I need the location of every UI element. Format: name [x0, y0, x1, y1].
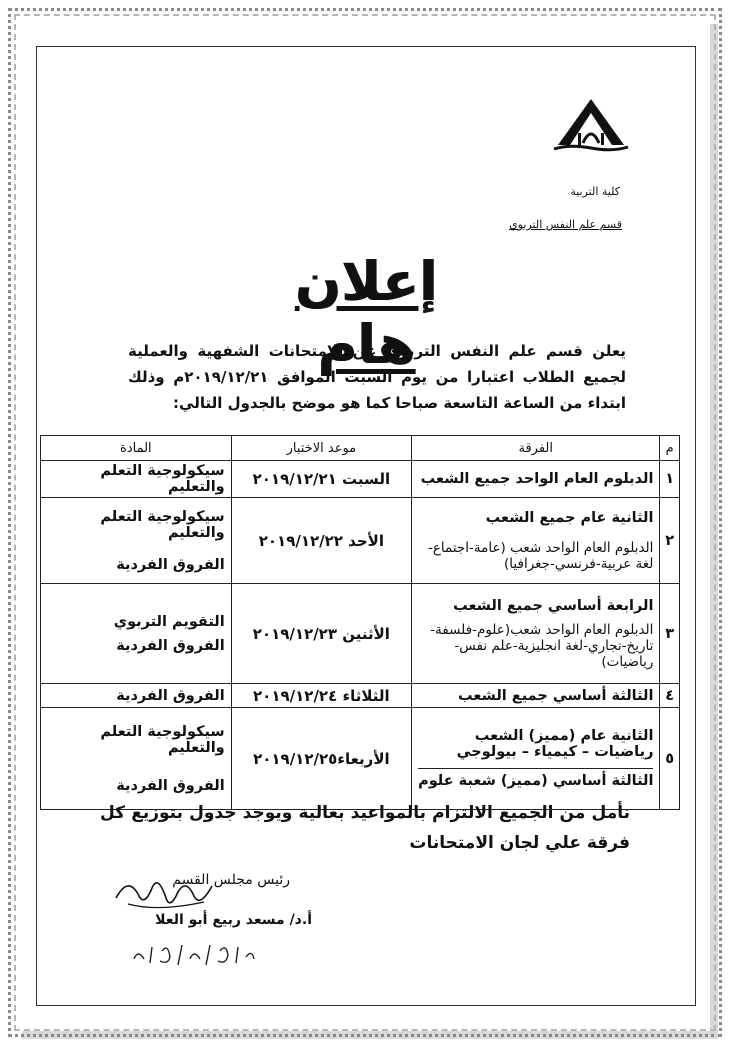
group-text: الرابعة أساسي جميع الشعب: [453, 597, 654, 614]
table-row: [41, 461, 680, 498]
announcement-intro: يعلن قسم علم النفس التربوي عن الامتحانات الشفهية والعملية لجميع الطلاب اعتبارا من يوم السبت الموافق ٢٠١٩/١٢/٢١م وذلك ابتداء من الساعة التاسعة صباحا كما هو موضح بالجدول التالي:: [128, 342, 627, 412]
row-subject: [41, 584, 232, 684]
group-text: الثانية عام (مميز) الشعب رياضيات – كيمياء – بيولوجي: [456, 728, 654, 760]
handwritten-date-icon: [128, 935, 258, 971]
signature-title: رئيس مجلس القسم: [172, 872, 290, 888]
group-text: الثالثة أساسي جميع الشعب: [458, 687, 654, 704]
closing-note: نأمل من الجميع الالتزام بالمواعيد بعالية ويوجد جدول بتوزيع كل فرقة علي لجان الامتحانات: [100, 803, 630, 853]
exam-schedule-table: [40, 435, 680, 810]
signature-name: أ.د/ مسعد ربيع أبو العلا: [155, 912, 312, 928]
row-num: ٥: [660, 708, 680, 810]
row-date: السبت ٢٠١٩/١٢/٢١: [231, 461, 411, 498]
university-logo-icon: [550, 95, 632, 155]
subject-text: سيكولوجية التعلم والتعليم: [100, 723, 225, 756]
subject-text: التقويم التربوي: [113, 613, 225, 630]
faculty-name: كلية التربية: [570, 185, 620, 198]
row-subject: [41, 461, 232, 498]
subject-text: الفروق الفردية: [116, 777, 225, 794]
row-subject: [41, 498, 232, 584]
subject-text: الفروق الفردية: [116, 556, 225, 573]
subject-text: الفروق الفردية: [116, 687, 225, 704]
header-subject: المادة: [41, 436, 232, 461]
subject-text: الفروق الفردية: [116, 637, 225, 654]
subject-text: سيكولوجية التعلم والتعليم: [100, 508, 225, 541]
row-date: الثلاثاء ٢٠١٩/١٢/٢٤: [231, 684, 411, 708]
row-group: [412, 461, 660, 498]
group-text: الثانية عام جميع الشعب: [485, 509, 654, 526]
table-row: [41, 684, 680, 708]
table-row: [41, 498, 680, 584]
header-date: موعد الاختبار: [231, 436, 411, 461]
row-num: ١: [660, 461, 680, 498]
header-num: م: [660, 436, 680, 461]
table-row: [41, 708, 680, 810]
row-group: [412, 684, 660, 708]
header-group: الفرقة: [412, 436, 660, 461]
row-num: ٢: [660, 498, 680, 584]
subject-text: سيكولوجية التعلم والتعليم: [100, 463, 225, 495]
row-subject: [41, 708, 232, 810]
row-group: [412, 584, 660, 684]
row-num: ٣: [660, 584, 680, 684]
announcement-headline: إعلان هام: [294, 250, 438, 376]
group-text: الدبلوم العام الواحد جميع الشعب: [420, 471, 654, 487]
group-text: الدبلوم العام الواحد شعب(علوم-فلسفة-تاريخ-تجاري-لغة انجليزية-علم نفس-رياضيات): [430, 621, 654, 670]
table-header-row: [41, 436, 680, 461]
row-group: [412, 498, 660, 584]
row-date: الأثنين ٢٠١٩/١٢/٢٣: [231, 584, 411, 684]
row-subject: [41, 684, 232, 708]
row-date: الأحد ٢٠١٩/١٢/٢٢: [231, 498, 411, 584]
department-name: قسم علم النفس التربوي: [509, 218, 622, 231]
row-date: الأربعاء٢٠١٩/١٢/٢٥: [231, 708, 411, 810]
group-text: الدبلوم العام الواحد شعب (عامة-اجتماع-لغة عربية-فرنسي-جغرافيا): [428, 539, 654, 572]
group-text: الثالثة أساسي (مميز) شعبة علوم: [418, 768, 653, 789]
table-row: [41, 584, 680, 684]
row-group: [412, 708, 660, 810]
row-num: ٤: [660, 684, 680, 708]
